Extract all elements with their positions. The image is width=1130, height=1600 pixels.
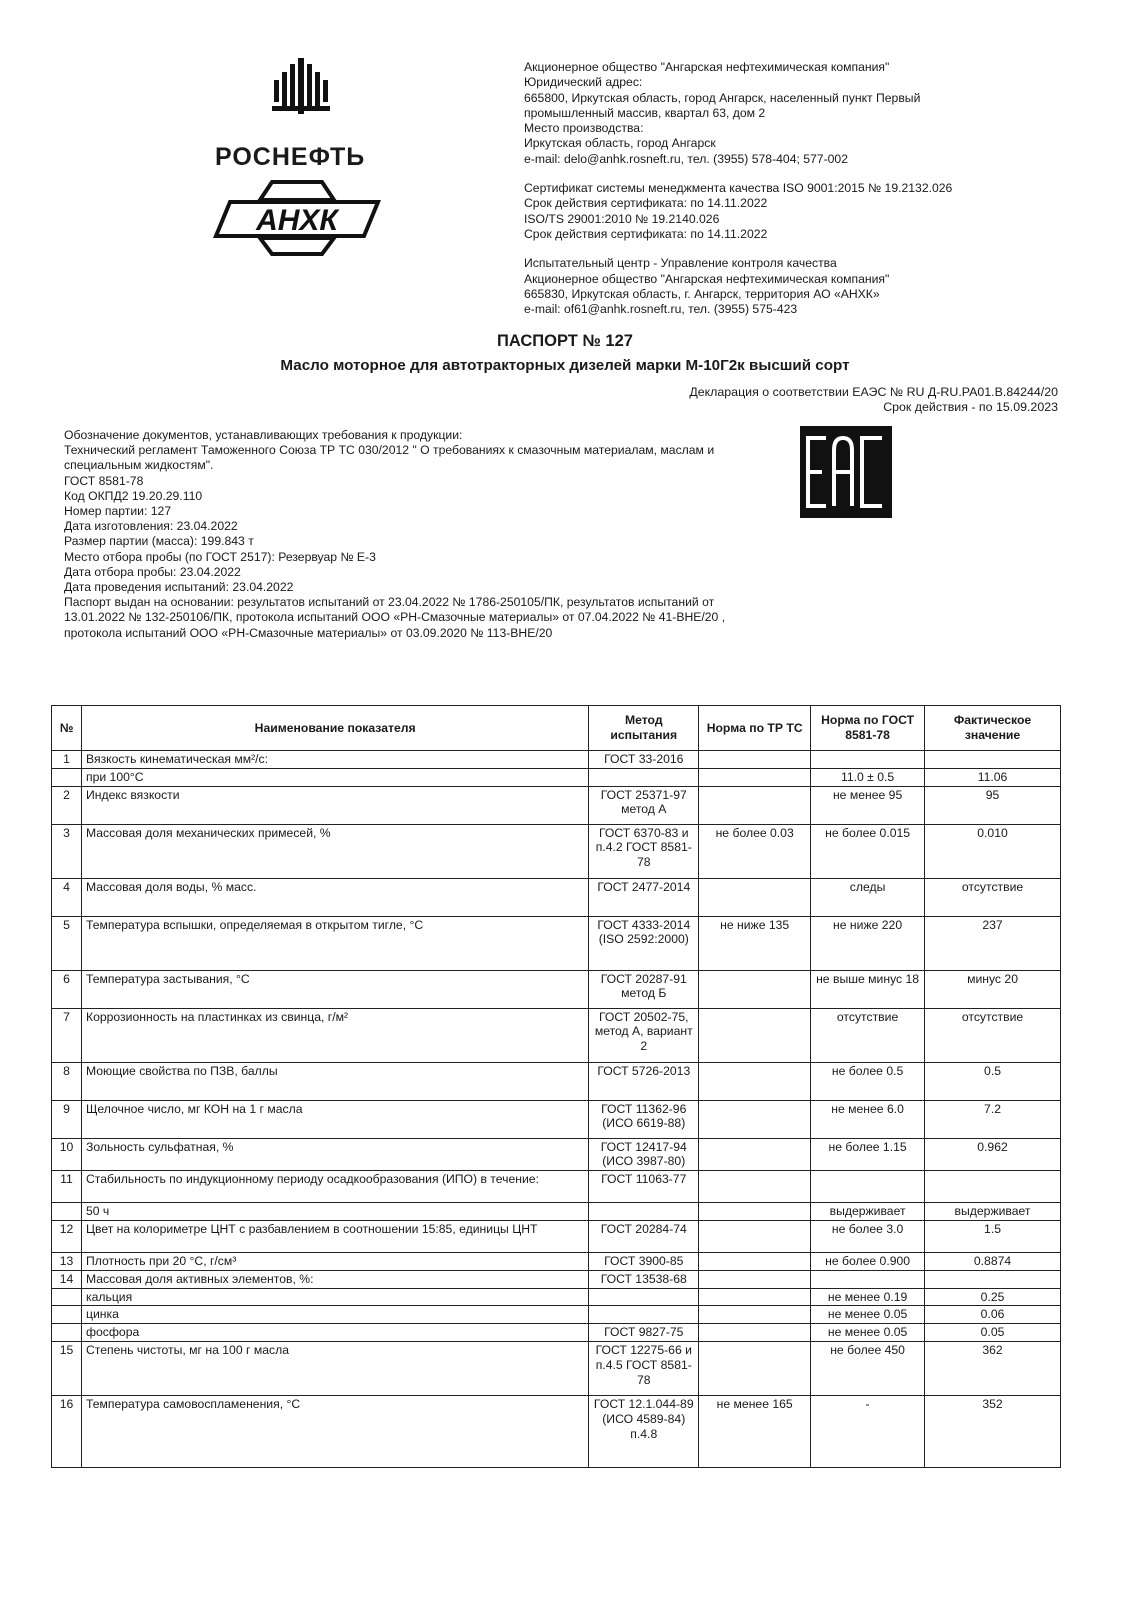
norm-gost: не более 0.900 (811, 1252, 925, 1270)
indicator-name: фосфора (81, 1324, 588, 1342)
test-method: ГОСТ 11362-96 (ИСО 6619-88) (589, 1100, 699, 1138)
indicator-name: при 100°С (81, 768, 588, 786)
test-center-line: Испытательный центр - Управление контроля качества (524, 256, 837, 271)
row-number: 15 (52, 1341, 82, 1395)
table-row (52, 1306, 1061, 1324)
test-method: ГОСТ 12.1.044-89 (ИСО 4589-84) п.4.8 (589, 1395, 699, 1467)
indicator-name: Моющие свойства по ПЗВ, баллы (81, 1062, 588, 1100)
info-line: Дата изготовления: 23.04.2022 (64, 519, 238, 534)
row-number (52, 1306, 82, 1324)
table-row (52, 824, 1061, 878)
norm-trts (699, 1171, 811, 1203)
row-number: 2 (52, 786, 82, 824)
row-number: 16 (52, 1395, 82, 1467)
test-method (589, 1288, 699, 1306)
indicator-name: Щелочное число, мг КОН на 1 г масла (81, 1100, 588, 1138)
indicator-name: цинка (81, 1306, 588, 1324)
company-address-line: Место производства: (524, 121, 644, 136)
norm-gost: 11.0 ± 0.5 (811, 768, 925, 786)
norm-trts (699, 1138, 811, 1171)
test-method: ГОСТ 4333-2014 (ISO 2592:2000) (589, 916, 699, 970)
norm-trts: не менее 165 (699, 1395, 811, 1467)
indicator-name: Индекс вязкости (81, 786, 588, 824)
table-row (52, 1324, 1061, 1342)
rosneft-logo-text: РОСНЕФТЬ (215, 143, 366, 171)
row-number: 6 (52, 970, 82, 1008)
norm-trts (699, 1203, 811, 1221)
row-number: 10 (52, 1138, 82, 1171)
company-address-line: e-mail: delo@anhk.rosneft.ru, тел. (3955) 578-404; 577-002 (524, 151, 848, 166)
row-number (52, 1324, 82, 1342)
col-header-actual: Фактическое значение (925, 706, 1061, 751)
col-header-name: Наименование показателя (81, 706, 588, 751)
norm-trts (699, 751, 811, 769)
info-line: Номер партии: 127 (64, 504, 172, 519)
declaration-number: Декларация о соответствии ЕАЭС № RU Д-RU.PA01.B.84244/20 (689, 385, 1058, 399)
table-row (52, 1220, 1061, 1252)
actual-value (925, 1171, 1061, 1203)
norm-gost: выдерживает (811, 1203, 925, 1221)
norm-trts: не ниже 135 (699, 916, 811, 970)
norm-gost: не менее 95 (811, 786, 925, 824)
indicator-name: Степень чистоты, мг на 100 г масла (81, 1341, 588, 1395)
norm-trts (699, 878, 811, 916)
table-row (52, 1100, 1061, 1138)
table-row (52, 916, 1061, 970)
test-method (589, 1203, 699, 1221)
table-row (52, 1395, 1061, 1467)
row-number: 12 (52, 1220, 82, 1252)
company-address-line: Юридический адрес: (524, 75, 643, 90)
norm-gost: не ниже 220 (811, 916, 925, 970)
rosneft-logo-icon (270, 58, 332, 118)
info-line: Код ОКПД2 19.20.29.110 (64, 488, 203, 503)
norm-gost: не менее 0.05 (811, 1306, 925, 1324)
company-address-line: Акционерное общество "Ангарская нефтехимическая компания" (524, 60, 890, 74)
table-row (52, 1252, 1061, 1270)
indicator-name: Вязкость кинематическая мм²/с: (81, 751, 588, 769)
test-method: ГОСТ 2477-2014 (589, 878, 699, 916)
table-row (52, 751, 1061, 769)
info-line: Дата отбора пробы: 23.04.2022 (64, 564, 241, 579)
table-row (52, 1171, 1061, 1203)
indicator-name: Массовая доля активных элементов, %: (81, 1270, 588, 1288)
indicator-name: Стабильность по индукционному периоду осадкообразования (ИПО) в течение: (81, 1171, 588, 1203)
company-details (524, 60, 1084, 317)
test-method: ГОСТ 3900-85 (589, 1252, 699, 1270)
declaration-block (458, 385, 1058, 415)
row-number: 13 (52, 1252, 82, 1270)
norm-trts (699, 1220, 811, 1252)
row-number: 8 (52, 1062, 82, 1100)
indicator-name: Температура застывания, °С (81, 970, 588, 1008)
info-line: 13.01.2022 № 132-250106/ПК, протокола испытаний ООО «РН-Смазочные материалы» от 07.04.2022 № 41-ВНЕ/20 , (64, 610, 726, 625)
anhk-logo-text: АНХК (256, 204, 338, 237)
norm-trts (699, 970, 811, 1008)
norm-trts (699, 1288, 811, 1306)
test-method: ГОСТ 33-2016 (589, 751, 699, 769)
indicator-name: Массовая доля механических примесей, % (81, 824, 588, 878)
indicator-name: Коррозионность на пластинках из свинца, г/м² (81, 1008, 588, 1062)
actual-value: выдерживает (925, 1203, 1061, 1221)
certificate-line: ISO/TS 29001:2010 № 19.2140.026 (524, 211, 720, 226)
norm-trts (699, 786, 811, 824)
norm-gost: не более 0.015 (811, 824, 925, 878)
actual-value: 0.06 (925, 1306, 1061, 1324)
eac-mark-icon (800, 426, 892, 518)
actual-value: 7.2 (925, 1100, 1061, 1138)
col-header-method: Метод испытания (589, 706, 699, 751)
certificate-line: Срок действия сертификата: по 14.11.2022 (524, 226, 768, 241)
table-row (52, 1270, 1061, 1288)
indicator-name: 50 ч (81, 1203, 588, 1221)
col-header-norm-trts: Норма по ТР ТС (699, 706, 811, 751)
test-method (589, 1306, 699, 1324)
company-address-line: Иркутская область, город Ангарск (524, 136, 716, 151)
norm-gost: - (811, 1395, 925, 1467)
actual-value: 95 (925, 786, 1061, 824)
test-method: ГОСТ 9827-75 (589, 1324, 699, 1342)
table-row (52, 1138, 1061, 1171)
test-method: ГОСТ 5726-2013 (589, 1062, 699, 1100)
table-row (52, 970, 1061, 1008)
test-method: ГОСТ 13538-68 (589, 1270, 699, 1288)
norm-trts (699, 768, 811, 786)
norm-gost: не выше минус 18 (811, 970, 925, 1008)
certificate-line: Сертификат системы менеджмента качества ISO 9001:2015 № 19.2132.026 (524, 181, 953, 196)
norm-gost (811, 1270, 925, 1288)
norm-gost: отсутствие (811, 1008, 925, 1062)
actual-value: 1.5 (925, 1220, 1061, 1252)
table-header-row (52, 706, 1061, 751)
actual-value: 352 (925, 1395, 1061, 1467)
test-center-line: Акционерное общество "Ангарская нефтехимическая компания" (524, 271, 890, 286)
indicator-name: Зольность сульфатная, % (81, 1138, 588, 1171)
declaration-validity: Срок действия - по 15.09.2023 (883, 400, 1058, 414)
norm-trts (699, 1306, 811, 1324)
product-name: Масло моторное для автотракторных дизелей марки М-10Г2к высший сорт (280, 357, 850, 374)
test-center-line: e-mail: of61@anhk.rosneft.ru, тел. (3955) 575-423 (524, 302, 798, 317)
table-row (52, 1062, 1061, 1100)
row-number (52, 1203, 82, 1221)
norm-gost: не менее 0.19 (811, 1288, 925, 1306)
table-row (52, 1203, 1061, 1221)
test-center-line: 665830, Иркутская область, г. Ангарск, территория АО «АНХК» (524, 286, 880, 301)
table-row (52, 1341, 1061, 1395)
indicator-name: Цвет на колориметре ЦНТ с разбавлением в соотношении 15:85, единицы ЦНТ (81, 1220, 588, 1252)
norm-gost: не более 0.5 (811, 1062, 925, 1100)
table-row (52, 1288, 1061, 1306)
actual-value: 11.06 (925, 768, 1061, 786)
row-number (52, 1288, 82, 1306)
row-number: 1 (52, 751, 82, 769)
company-address-line: промышленный массив, квартал 63, дом 2 (524, 105, 766, 120)
test-method: ГОСТ 25371-97 метод А (589, 786, 699, 824)
norm-trts (699, 1062, 811, 1100)
info-line: Обозначение документов, устанавливающих требования к продукции: (64, 428, 463, 442)
info-line: Размер партии (масса): 199.843 т (64, 534, 254, 549)
norm-trts (699, 1008, 811, 1062)
norm-gost: не более 1.15 (811, 1138, 925, 1171)
col-header-norm-gost: Норма по ГОСТ 8581-78 (811, 706, 925, 751)
test-method: ГОСТ 6370-83 и п.4.2 ГОСТ 8581-78 (589, 824, 699, 878)
info-line: Технический регламент Таможенного Союза ТР ТС 030/2012 " О требованиях к смазочным материалам, маслам и (64, 443, 715, 458)
actual-value: минус 20 (925, 970, 1061, 1008)
certificate-line: Срок действия сертификата: по 14.11.2022 (524, 196, 768, 211)
row-number (52, 768, 82, 786)
actual-value: 0.05 (925, 1324, 1061, 1342)
indicator-name: Плотность при 20 °С, г/см³ (81, 1252, 588, 1270)
actual-value: 0.25 (925, 1288, 1061, 1306)
test-method: ГОСТ 20287-91 метод Б (589, 970, 699, 1008)
actual-value: 362 (925, 1341, 1061, 1395)
company-address-line: 665800, Иркутская область, город Ангарск, населенный пункт Первый (524, 90, 921, 105)
info-line: ГОСТ 8581-78 (64, 473, 144, 488)
indicators-table (51, 705, 1061, 1468)
norm-gost: не более 450 (811, 1341, 925, 1395)
actual-value (925, 751, 1061, 769)
row-number: 11 (52, 1171, 82, 1203)
anhk-logo-icon (212, 178, 382, 256)
test-method: ГОСТ 20502-75, метод А, вариант 2 (589, 1008, 699, 1062)
norm-trts (699, 1341, 811, 1395)
norm-gost: не менее 6.0 (811, 1100, 925, 1138)
test-method (589, 768, 699, 786)
actual-value: отсутствие (925, 878, 1061, 916)
passport-title: ПАСПОРТ № 127 (497, 332, 633, 350)
test-method: ГОСТ 12275-66 и п.4.5 ГОСТ 8581-78 (589, 1341, 699, 1395)
col-header-number: № (52, 706, 82, 751)
norm-gost: следы (811, 878, 925, 916)
test-method: ГОСТ 20284-74 (589, 1220, 699, 1252)
norm-gost: не менее 0.05 (811, 1324, 925, 1342)
norm-trts: не более 0.03 (699, 824, 811, 878)
row-number: 4 (52, 878, 82, 916)
actual-value: 0.8874 (925, 1252, 1061, 1270)
row-number: 3 (52, 824, 82, 878)
indicator-name: Массовая доля воды, % масс. (81, 878, 588, 916)
norm-gost: не более 3.0 (811, 1220, 925, 1252)
info-line: Дата проведения испытаний: 23.04.2022 (64, 580, 294, 595)
actual-value: 0.010 (925, 824, 1061, 878)
actual-value: 0.5 (925, 1062, 1061, 1100)
table-row (52, 768, 1061, 786)
row-number: 9 (52, 1100, 82, 1138)
row-number: 14 (52, 1270, 82, 1288)
norm-gost (811, 751, 925, 769)
actual-value: 237 (925, 916, 1061, 970)
table-row (52, 878, 1061, 916)
product-info (64, 428, 784, 641)
norm-gost (811, 1171, 925, 1203)
norm-trts (699, 1324, 811, 1342)
norm-trts (699, 1252, 811, 1270)
row-number: 7 (52, 1008, 82, 1062)
indicator-name: кальция (81, 1288, 588, 1306)
actual-value: отсутствие (925, 1008, 1061, 1062)
test-method: ГОСТ 12417-94 (ИСО 3987-80) (589, 1138, 699, 1171)
indicator-name: Температура самовоспламенения, °С (81, 1395, 588, 1467)
actual-value: 0.962 (925, 1138, 1061, 1171)
table-row (52, 1008, 1061, 1062)
info-line: Место отбора пробы (по ГОСТ 2517): Резервуар № Е-3 (64, 549, 376, 564)
row-number: 5 (52, 916, 82, 970)
info-line: Паспорт выдан на основании: результатов испытаний от 23.04.2022 № 1786-250105/ПК, результатов испытаний от (64, 595, 715, 610)
norm-trts (699, 1100, 811, 1138)
norm-trts (699, 1270, 811, 1288)
test-method: ГОСТ 11063-77 (589, 1171, 699, 1203)
actual-value (925, 1270, 1061, 1288)
info-line: протокола испытаний ООО «РН-Смазочные материалы» от 03.09.2020 № 113-ВНЕ/20 (64, 625, 553, 640)
indicator-name: Температура вспышки, определяемая в открытом тигле, °С (81, 916, 588, 970)
info-line: специальным жидкостям". (64, 458, 214, 473)
table-row (52, 786, 1061, 824)
